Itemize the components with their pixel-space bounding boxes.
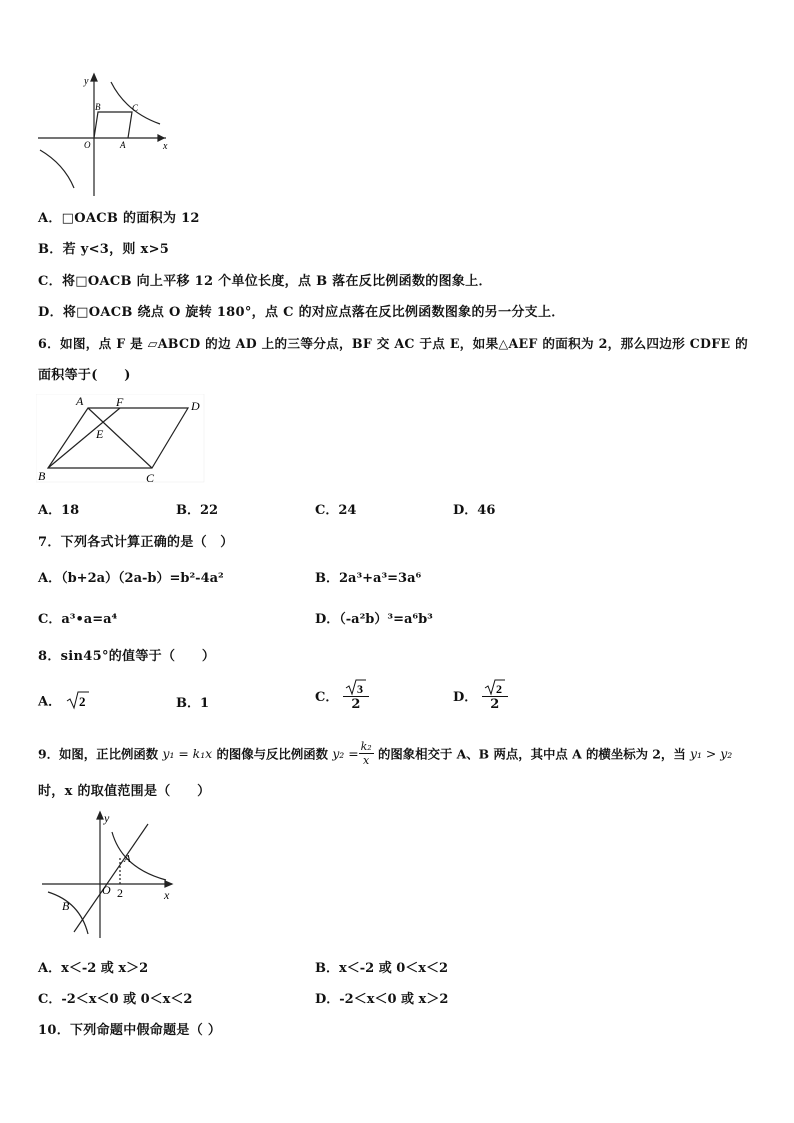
q8-option-b: B．1 <box>176 696 210 711</box>
q7-option-a: A．（b+2a）（2a-b）=b²-4a² <box>38 571 224 586</box>
q6-option-c: C．24 <box>315 503 357 518</box>
q8-option-a <box>38 690 90 710</box>
q6-label-e: E <box>96 427 104 441</box>
q5-option-b: B．若 y<3，则 x>5 <box>38 242 170 257</box>
q9-stem-line2: 时，x 的取值范围是（ ） <box>38 784 211 799</box>
q9-label-2: 2 <box>117 886 123 900</box>
q9-formula-2-denominator: x <box>363 754 370 767</box>
q5-figure <box>36 72 176 202</box>
q5-label-c: C <box>132 103 139 113</box>
q8-option-a-radicand: 2 <box>78 694 86 709</box>
q6-label-f: F <box>116 395 124 409</box>
sqrt-symbol <box>66 690 90 710</box>
q7-option-b: B．2a³+a³=3a⁶ <box>315 571 422 586</box>
q9-text-3: 的图象相交于 A、B 两点，其中点 A 的横坐标为 2，当 <box>373 746 691 762</box>
q9-formula-2-numerator: k₂ <box>360 740 372 753</box>
q9-text-1: 9．如图，正比例函数 <box>38 746 163 762</box>
q9-label-o: O <box>102 883 111 897</box>
q8-option-c-denominator: 2 <box>351 697 361 712</box>
q8-stem: 8．sin45°的值等于（ ） <box>38 649 216 664</box>
q8-option-a-prefix: A． <box>38 694 62 710</box>
q6-option-b: B．22 <box>176 503 219 518</box>
q6-option-a: A．18 <box>38 503 80 518</box>
q6-stem-line1: 6．如图，点 F 是 ▱ABCD 的边 AD 上的三等分点，BF 交 AC 于点 E，如果△AEF 的面积为 2，那么四边形 CDFE 的 <box>38 336 748 351</box>
q6-stem-line2: 面积等于( ) <box>38 368 131 383</box>
q8-option-c-fraction <box>343 678 369 713</box>
q9-label-a: A <box>124 853 131 865</box>
q6-label-d: D <box>191 399 200 413</box>
q5-label-a: A <box>120 140 126 150</box>
q9-text-2: 的图像与反比例函数 <box>212 746 333 762</box>
q8-option-d-denominator: 2 <box>490 697 500 712</box>
q7-option-c: C．a³•a=a⁴ <box>38 612 118 627</box>
q9-formula-1: y₁ = k₁x <box>162 746 213 761</box>
q7-option-d: D．（-a²b）³=a⁶b³ <box>315 612 433 627</box>
q9-label-x: x <box>164 888 170 902</box>
q5-option-a: A．□OACB 的面积为 12 <box>38 211 200 226</box>
q5-option-c: C．将□OACB 向上平移 12 个单位长度，点 B 落在反比例函数的图象上． <box>38 274 492 289</box>
q7-stem: 7．下列各式计算正确的是（ ） <box>38 535 234 550</box>
q5-label-o: O <box>84 140 91 150</box>
q5-label-y: y <box>84 76 89 87</box>
q5-label-b: B <box>95 102 101 112</box>
q9-option-d: D．-2＜x＜0 或 x＞2 <box>315 992 449 1007</box>
q8-option-d-prefix: D． <box>453 690 478 705</box>
q6-label-a: A <box>76 394 84 408</box>
q8-option-c-radicand: 3 <box>356 682 363 696</box>
q5-label-x: x <box>163 141 168 152</box>
q9-figure <box>40 810 180 940</box>
q8-option-d <box>453 678 508 713</box>
q6-figure <box>36 394 208 486</box>
q8-option-c <box>315 678 369 713</box>
q8-option-d-fraction <box>482 678 508 713</box>
q10-stem: 10．下列命题中假命题是（ ） <box>38 1023 222 1038</box>
q9-option-b: B．x＜-2 或 0＜x＜2 <box>315 961 449 976</box>
q9-option-c: C．-2＜x＜0 或 0＜x＜2 <box>38 992 193 1007</box>
q6-label-c: C <box>146 471 155 485</box>
q9-formula-3: y₁ > y₂ <box>690 746 733 761</box>
q9-label-b: B <box>62 899 70 913</box>
q8-option-c-prefix: C． <box>315 690 339 705</box>
q9-stem-line1 <box>38 740 732 767</box>
q6-label-b: B <box>38 469 46 483</box>
q5-option-d: D．将□OACB 绕点 O 旋转 180°，点 C 的对应点落在反比例函数图象的另一分支上． <box>38 305 565 320</box>
q8-option-d-radicand: 2 <box>495 682 502 696</box>
q6-option-d: D．46 <box>453 503 496 518</box>
q9-formula-2-lhs: y₂ = <box>332 746 359 761</box>
q9-label-y: y <box>104 811 110 825</box>
q9-formula-2-fraction <box>359 740 374 767</box>
q9-option-a: A．x＜-2 或 x＞2 <box>38 961 149 976</box>
